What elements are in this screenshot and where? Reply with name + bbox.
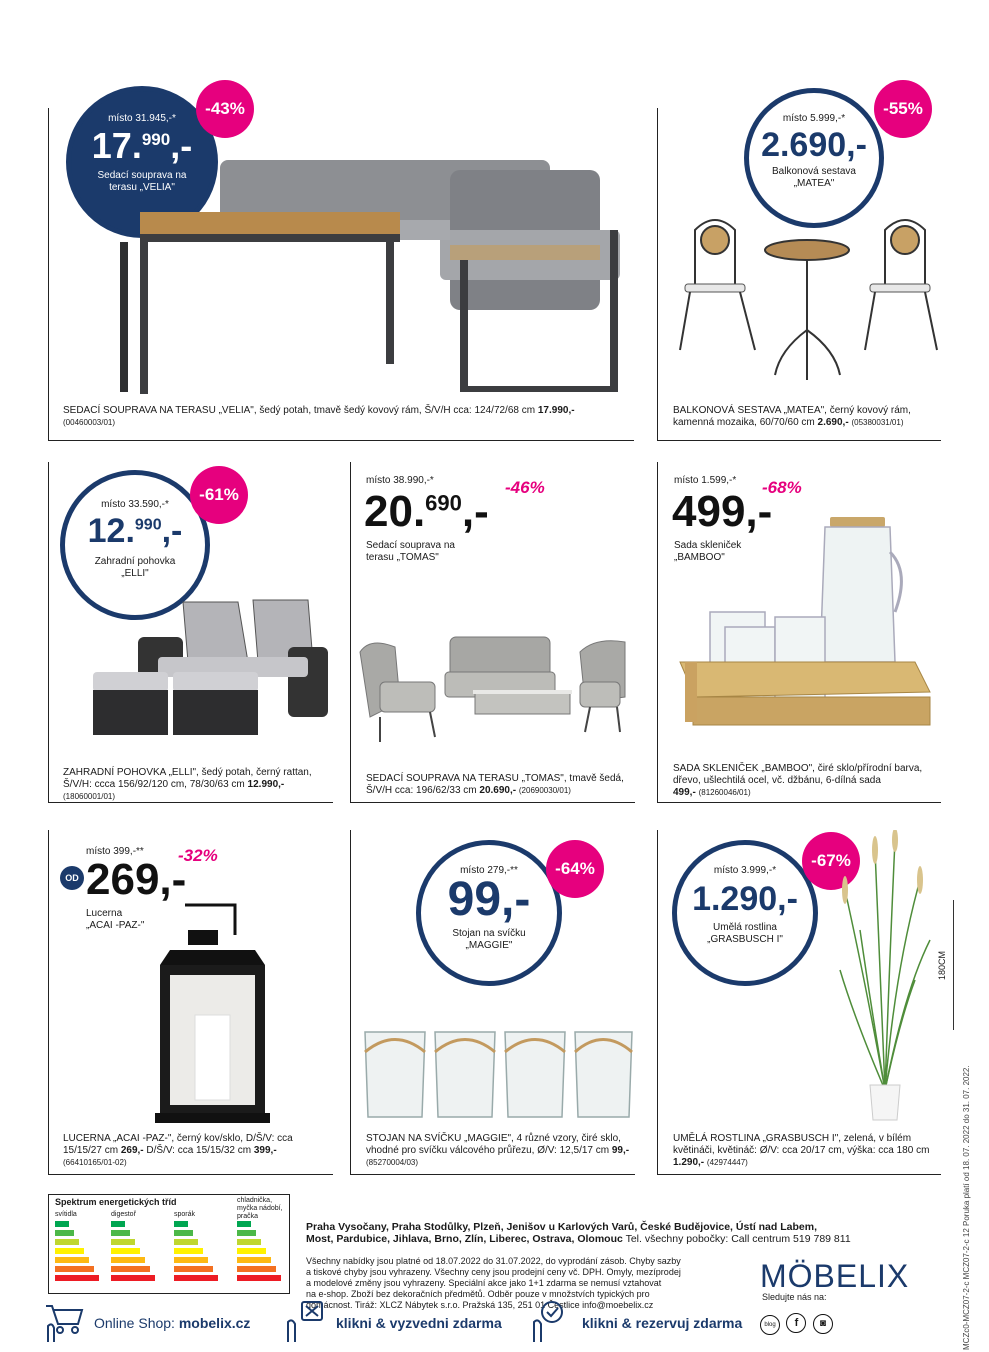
product-name: Balkonová sestava „MATEA" bbox=[772, 166, 856, 189]
facebook-icon[interactable]: f bbox=[786, 1313, 806, 1333]
discount-badge-elli: -61% bbox=[190, 466, 248, 524]
energy-col-oven: sporák bbox=[174, 1211, 196, 1218]
energy-scale-bar bbox=[111, 1221, 125, 1227]
energy-scale-bar bbox=[111, 1239, 135, 1245]
discount-badge-velia: -43% bbox=[196, 80, 254, 138]
product-description-elli: ZAHRADNÍ POHOVKA „ELLI", šedý potah, černý rattan, Š/V/H: ccca 156/92/120 cm, 78/30/63 cm 12.990,- (18060001/01) bbox=[63, 767, 312, 801]
energy-scale-bar bbox=[111, 1257, 145, 1263]
product-name: Stojan na svíčku „MAGGIE" bbox=[452, 928, 526, 951]
discount-badge-acai: -32% bbox=[178, 846, 218, 865]
energy-scale-bar bbox=[174, 1248, 203, 1254]
product-name: Umělá rostlina „GRASBUSCH I" bbox=[707, 922, 783, 945]
mobelix-logo: MÖBELIX bbox=[760, 1258, 910, 1294]
energy-scale-bar bbox=[237, 1266, 276, 1272]
click-reserve-icon bbox=[528, 1298, 574, 1344]
sale-price-acai: 269,- bbox=[86, 855, 187, 904]
energy-scale-bar bbox=[237, 1275, 281, 1281]
energy-scale-bar bbox=[55, 1257, 89, 1263]
was-price: místo 3.999,-* bbox=[713, 865, 777, 876]
energy-col-lights: svítidla bbox=[55, 1211, 77, 1218]
was-price: místo 33.590,-* bbox=[101, 499, 169, 510]
energy-scale-bar bbox=[111, 1266, 150, 1272]
energy-scale-bar bbox=[55, 1248, 84, 1254]
acai-lantern-image bbox=[150, 895, 275, 1125]
product-description-grasbusch: UMĚLÁ ROSTLINA „GRASBUSCH I", zelená, v bílém květináči, květináč: Ø/V: cca 20/17 cm, výška: cca 180 cm 1.290,- (42974447) bbox=[673, 1133, 930, 1168]
energy-scale-bar bbox=[174, 1230, 193, 1236]
shopping-cart-hand-icon bbox=[40, 1300, 86, 1344]
discount-badge-matea: -55% bbox=[874, 80, 932, 138]
product-name-tomas: Sedací souprava na terasu „TOMAS" bbox=[366, 540, 455, 563]
legal-text: Všechny nabídky jsou platné od 18.07.2022 do 31.07.2022, do vyprodání zásob. Chyby sazby a tiskové chyby jsou vyhrazeny. Všechny ceny jsou prodejní ceny vč. DPH. Omyly, mezíprodej a modelové změny jsou vyhrazeny. Speciální akce jako 1+1 zdarma se nemusí vztahovat na e-shop. Zboží bez dekoračních předmětů. Odběr pouze v množstvích typických pro domácnost. Tiráž: XLCZ Nábytek s.r.o. Pražská 135, 251 01 Čestlice info@moebelix.cz bbox=[306, 1256, 681, 1310]
sale-price: 99,- bbox=[447, 873, 531, 926]
product-description-bamboo: SADA SKLENIČEK „BAMBOO", čiré sklo/přírodní barva, dřevo, ušlechtilá ocel, vč. džbánu, 6-dílná sada 499,- (81260046/01) bbox=[673, 763, 923, 798]
energy-scale-bar bbox=[237, 1248, 266, 1254]
energy-scale-bar bbox=[111, 1230, 130, 1236]
od-badge: OD bbox=[60, 866, 84, 890]
elli-lounger-image bbox=[88, 592, 333, 742]
energy-scale-bar bbox=[237, 1239, 261, 1245]
was-price-tomas: místo 38.990,-* bbox=[366, 475, 434, 486]
energy-scale-bar bbox=[111, 1248, 140, 1254]
blog-icon[interactable]: blog bbox=[760, 1315, 780, 1335]
was-price: místo 5.999,-* bbox=[782, 113, 846, 124]
energy-scale-bar bbox=[237, 1257, 271, 1263]
energy-scale-bar bbox=[174, 1266, 213, 1272]
product-description-acai: LUCERNA „ACAI -PAZ-", černý kov/sklo, D/Š/V: cca 15/15/27 cm 269,- D/Š/V: cca 15/15/32 cm 399,- (66410165/01-02) bbox=[63, 1133, 293, 1167]
product-name-acai: Lucerna „ACAI -PAZ-" bbox=[86, 908, 145, 931]
energy-scale-bar bbox=[174, 1239, 198, 1245]
sale-price-bamboo: 499,- bbox=[672, 487, 773, 536]
tomas-sofa-set-image bbox=[355, 632, 630, 747]
store-list: Praha Vysočany, Praha Stodůlky, Plzeň, Jenišov u Karlových Varů, České Budějovice, Ústí nad Labem, Most, Pardubice, Jihlava, Brno, Zlín, Liberec, Ostrava, Olomouc Tel. všechny pobočky: Call centrum 519 789 811 bbox=[306, 1221, 851, 1245]
energy-col-hood: digestoř bbox=[111, 1211, 136, 1218]
product-description-tomas: SEDACÍ SOUPRAVA NA TERASU „TOMAS", tmavě šedá, Š/V/H cca: 196/62/33 cm 20.690,- (20690030/01) bbox=[366, 773, 624, 796]
sale-price-tomas: 20.$^{690}$,- bbox=[364, 487, 489, 536]
matea-bistro-set-image bbox=[675, 210, 940, 385]
height-label: 180CM bbox=[937, 950, 947, 980]
click-reserve-link[interactable]: klikni & rezervuj zdarma bbox=[582, 1315, 743, 1331]
height-arrow bbox=[953, 900, 954, 1030]
energy-scale-bar bbox=[174, 1275, 218, 1281]
velia-sofa-image bbox=[100, 150, 635, 395]
was-price-bamboo: místo 1.599,-* bbox=[674, 475, 737, 486]
product-name: Zahradní pohovka „ELLI" bbox=[94, 556, 176, 579]
sale-price: 12.$^{990}$,- bbox=[87, 512, 183, 550]
product-name-bamboo: Sada skleniček „BAMBOO" bbox=[674, 540, 742, 563]
energy-scale-bar bbox=[55, 1230, 74, 1236]
product-name: Sedací souprava na terasu „VELIA" bbox=[97, 170, 187, 193]
discount-badge-grasbusch: -67% bbox=[802, 832, 860, 890]
energy-scale-bar bbox=[55, 1239, 79, 1245]
bamboo-glass-set-image bbox=[675, 512, 940, 752]
social-icons bbox=[760, 1313, 833, 1335]
click-pickup-link[interactable]: klikni & vyzvedni zdarma bbox=[336, 1315, 502, 1331]
product-description-maggie: STOJAN NA SVÍČKU „MAGGIE", 4 různé vzory, čiré sklo, vhodné pro svíčku válcového průřezu, Ø/V: 12,5/17 cm 99,- (85270004/03) bbox=[366, 1133, 630, 1167]
product-description-matea: BALKONOVÁ SESTAVA „MATEA", černý kovový rám, kamenná mozaika, 60/70/60 cm 2.690,- (05380031/01) bbox=[673, 405, 911, 428]
product-description-velia: SEDACÍ SOUPRAVA NA TERASU „VELIA", šedý potah, tmavě šedý kovový rám, Š/V/H cca: 124/72/68 cm 17.990,- (00460003/01) bbox=[63, 405, 575, 427]
follow-label: Sledujte nás na: bbox=[762, 1292, 827, 1302]
sale-price: 2.690,- bbox=[761, 126, 867, 164]
instagram-icon[interactable]: ◙ bbox=[813, 1314, 833, 1334]
energy-scale-bar bbox=[237, 1221, 251, 1227]
was-price: místo 279,-** bbox=[460, 865, 518, 876]
sale-price: 17.$^{990}$,- bbox=[91, 125, 193, 166]
discount-badge-bamboo: -68% bbox=[762, 478, 802, 497]
energy-title: Spektrum energetických tříd bbox=[55, 1197, 177, 1207]
energy-scale-bar bbox=[55, 1275, 99, 1281]
price-circle-maggie bbox=[416, 840, 562, 986]
energy-scale-bar bbox=[174, 1257, 208, 1263]
energy-scale-bar bbox=[174, 1221, 188, 1227]
energy-col-appliances: chladnička, myčka nádobí, pračka bbox=[237, 1197, 283, 1220]
price-circle-matea bbox=[744, 88, 884, 228]
was-price-acai: místo 399,-** bbox=[86, 846, 144, 857]
side-legal-text: MCZc0-MCZ07-2-c MCZ07-2-c 12 Poruka platí od 18. 07. 2022 do 31. 07. 2022. bbox=[962, 1065, 971, 1350]
energy-scale-bar bbox=[237, 1230, 256, 1236]
energy-scale-bar bbox=[55, 1266, 94, 1272]
energy-scale-bar bbox=[111, 1275, 155, 1281]
online-shop-link[interactable]: Online Shop: mobelix.cz bbox=[94, 1315, 251, 1331]
energy-label-box bbox=[48, 1194, 290, 1294]
price-circle-grasbusch bbox=[672, 840, 818, 986]
grasbusch-plant-image bbox=[835, 830, 935, 1125]
sale-price: 1.290,- bbox=[692, 880, 798, 918]
maggie-candle-holders-image bbox=[360, 1022, 635, 1122]
discount-badge-maggie: -64% bbox=[546, 840, 604, 898]
energy-scale-bar bbox=[55, 1221, 69, 1227]
was-price: místo 31.945,-* bbox=[108, 113, 176, 124]
click-pickup-icon bbox=[282, 1298, 328, 1344]
discount-badge-tomas: -46% bbox=[505, 478, 545, 497]
